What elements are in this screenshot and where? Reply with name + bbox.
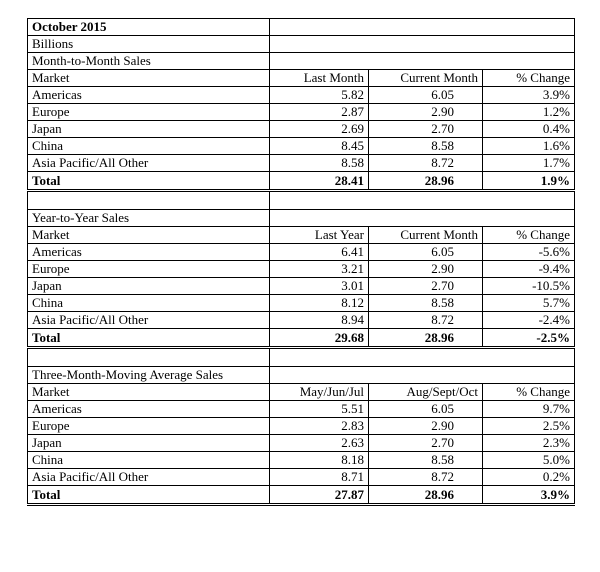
value-cell: 6.41 [270, 244, 369, 261]
report-title-row [28, 19, 575, 36]
section-heading-row [28, 210, 575, 227]
change-cell: 1.7% [483, 155, 575, 172]
unit-label: Billions [28, 36, 270, 53]
column-header: % Change [483, 70, 575, 87]
column-header: May/Jun/Jul [270, 384, 369, 401]
total-value: 28.96 [369, 329, 483, 348]
table-row [28, 155, 575, 172]
value-cell: 8.58 [369, 138, 483, 155]
market-cell: Asia Pacific/All Other [28, 312, 270, 329]
change-cell: 5.7% [483, 295, 575, 312]
total-change: 3.9% [483, 486, 575, 505]
change-cell: 0.4% [483, 121, 575, 138]
column-header: Last Year [270, 227, 369, 244]
value-cell: 8.12 [270, 295, 369, 312]
total-value: 28.96 [369, 486, 483, 505]
value-cell: 8.71 [270, 469, 369, 486]
total-row [28, 329, 575, 348]
value-cell: 8.72 [369, 155, 483, 172]
value-cell: 5.51 [270, 401, 369, 418]
market-cell: Americas [28, 87, 270, 104]
column-header: Market [28, 384, 270, 401]
total-change: 1.9% [483, 172, 575, 191]
value-cell: 2.70 [369, 121, 483, 138]
total-row [28, 486, 575, 505]
value-cell: 6.05 [369, 244, 483, 261]
market-cell: Americas [28, 244, 270, 261]
value-cell: 8.58 [270, 155, 369, 172]
section-heading: Month-to-Month Sales [28, 53, 270, 70]
column-header: Last Month [270, 70, 369, 87]
value-cell: 2.70 [369, 435, 483, 452]
table-row [28, 452, 575, 469]
column-header: Current Month [369, 70, 483, 87]
change-cell: 2.5% [483, 418, 575, 435]
section-heading-row [28, 53, 575, 70]
market-cell: Japan [28, 278, 270, 295]
column-header: % Change [483, 227, 575, 244]
table-row [28, 312, 575, 329]
table-row [28, 435, 575, 452]
market-cell: Asia Pacific/All Other [28, 155, 270, 172]
market-cell: Europe [28, 418, 270, 435]
market-cell: Europe [28, 104, 270, 121]
value-cell: 6.05 [369, 401, 483, 418]
market-cell: Asia Pacific/All Other [28, 469, 270, 486]
spacer-row [28, 191, 575, 210]
section-heading-row [28, 367, 575, 384]
table-row [28, 469, 575, 486]
change-cell: 0.2% [483, 469, 575, 486]
column-header: Market [28, 70, 270, 87]
value-cell: 8.72 [369, 312, 483, 329]
total-label: Total [28, 329, 270, 348]
report-title: October 2015 [28, 19, 270, 36]
market-cell: China [28, 138, 270, 155]
value-cell: 8.94 [270, 312, 369, 329]
value-cell: 5.82 [270, 87, 369, 104]
total-row [28, 172, 575, 191]
total-value: 29.68 [270, 329, 369, 348]
table-row [28, 295, 575, 312]
section-heading: Year-to-Year Sales [28, 210, 270, 227]
spacer-row [28, 348, 575, 367]
change-cell: 9.7% [483, 401, 575, 418]
total-value: 27.87 [270, 486, 369, 505]
value-cell: 2.90 [369, 261, 483, 278]
column-header-row [28, 384, 575, 401]
market-cell: China [28, 452, 270, 469]
value-cell: 2.87 [270, 104, 369, 121]
sales-report [27, 18, 575, 506]
change-cell: -9.4% [483, 261, 575, 278]
column-header: Market [28, 227, 270, 244]
value-cell: 8.72 [369, 469, 483, 486]
value-cell: 2.70 [369, 278, 483, 295]
market-cell: Europe [28, 261, 270, 278]
market-cell: Japan [28, 435, 270, 452]
value-cell: 2.69 [270, 121, 369, 138]
value-cell: 8.45 [270, 138, 369, 155]
table-row [28, 244, 575, 261]
column-header: Aug/Sept/Oct [369, 384, 483, 401]
change-cell: -5.6% [483, 244, 575, 261]
table-row [28, 138, 575, 155]
market-cell: Americas [28, 401, 270, 418]
total-label: Total [28, 486, 270, 505]
table-row [28, 121, 575, 138]
value-cell: 3.21 [270, 261, 369, 278]
value-cell: 2.63 [270, 435, 369, 452]
value-cell: 8.58 [369, 452, 483, 469]
change-cell: 3.9% [483, 87, 575, 104]
value-cell: 2.90 [369, 104, 483, 121]
value-cell: 6.05 [369, 87, 483, 104]
value-cell: 8.18 [270, 452, 369, 469]
column-header: % Change [483, 384, 575, 401]
total-value: 28.41 [270, 172, 369, 191]
table-row [28, 87, 575, 104]
unit-row [28, 36, 575, 53]
table-row [28, 418, 575, 435]
total-value: 28.96 [369, 172, 483, 191]
market-cell: Japan [28, 121, 270, 138]
change-cell: 1.2% [483, 104, 575, 121]
table-row [28, 401, 575, 418]
table-row [28, 261, 575, 278]
column-header: Current Month [369, 227, 483, 244]
column-header-row [28, 227, 575, 244]
table-row [28, 104, 575, 121]
change-cell: -2.4% [483, 312, 575, 329]
value-cell: 2.90 [369, 418, 483, 435]
change-cell: 1.6% [483, 138, 575, 155]
total-label: Total [28, 172, 270, 191]
value-cell: 8.58 [369, 295, 483, 312]
section-heading: Three-Month-Moving Average Sales [28, 367, 270, 384]
column-header-row [28, 70, 575, 87]
sales-table [27, 18, 575, 506]
change-cell: 2.3% [483, 435, 575, 452]
value-cell: 3.01 [270, 278, 369, 295]
change-cell: 5.0% [483, 452, 575, 469]
change-cell: -10.5% [483, 278, 575, 295]
market-cell: China [28, 295, 270, 312]
total-change: -2.5% [483, 329, 575, 348]
value-cell: 2.83 [270, 418, 369, 435]
table-row [28, 278, 575, 295]
